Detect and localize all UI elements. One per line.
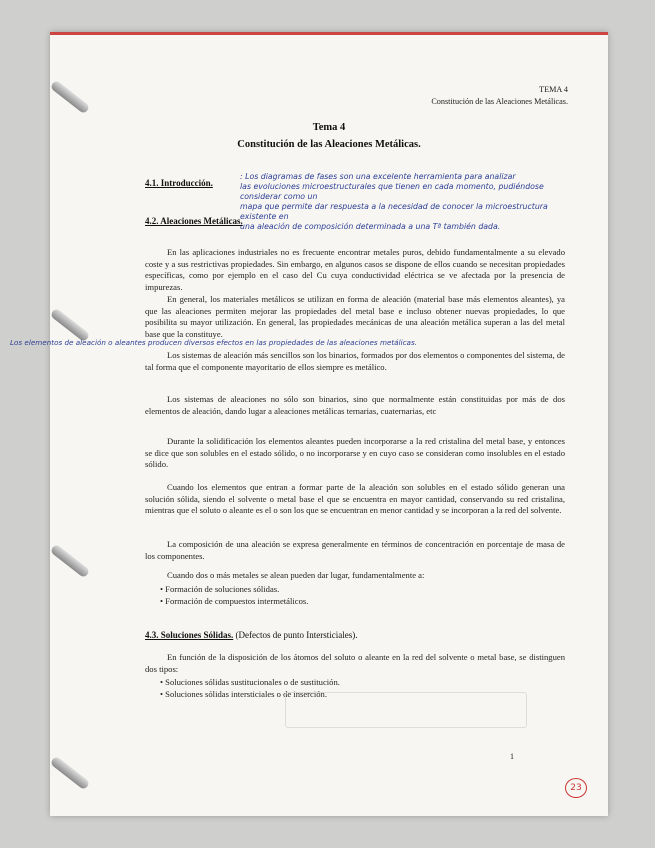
section-heading-4-2: 4.2. Aleaciones Metálicas. [145,216,243,226]
page-number: 1 [510,752,514,761]
doc-title: Tema 4 [312,122,346,133]
handwritten-note-intro [240,172,580,232]
handwritten-line: mapa que permite dar respuesta a la necesidad de conocer la microestructura existente en [240,202,548,221]
list-item: • Formación de soluciones sólidas. [160,584,308,596]
list-item: • Soluciones sólidas intersticiales o de inserción. [160,689,340,701]
header-subtitle: Constitución de las Aleaciones Metálicas. [431,97,568,106]
paragraph: En las aplicaciones industriales no es frecuente encontrar metales puros, debido fundamentalmente a su elevado coste y a sus restrictivas propiedades. Sin embargo, en algunos casos se dispone de ellos cuando se necesitan propiedades específicas, como por ejemplo en el caso del Cu cuya conductividad eléctrica se ve afectada por la presencia de impurezas. [145,247,565,292]
handwritten-line: una aleación de composición determinada a una Tª también dada. [240,222,501,231]
list-item: • Soluciones sólidas sustitucionales o de sustitución. [160,677,340,689]
bullet-list [160,584,308,607]
header-tema: TEMA 4 [539,85,568,94]
paragraph: Cuando dos o más metales se alean pueden dar lugar, fundamentalmente a: [167,570,425,580]
handwritten-line: las evoluciones microestructurales que tienen en cada momento, pudiéndose considerar como un [240,182,544,201]
paragraph: En función de la disposición de los átomos del soluto o aleante en la red del solvente o metal base, se distinguen dos tipos: [145,652,565,674]
section-heading-4-1: 4.1. Introducción. [145,178,213,188]
paragraph: Durante la solidificación los elementos aleantes pueden incorporarse a la red cristalina del metal base, y entonces se dice que son solubles en el estado sólido, o no incorporarse y en cuyo caso se consideran como insolubles en el estado sólido. [145,436,565,469]
section-note: (Defectos de punto Intersticiales). [235,630,358,640]
doc-subtitle: Constitución de las Aleaciones Metálicas. [237,139,421,150]
section-heading-4-3: 4.3. Soluciones Sólidas. [145,630,234,640]
handwritten-note-margin: Los elementos de aleación o aleantes producen diversos efectos en las propiedades de las aleaciones metálicas. [10,338,417,347]
list-item: • Formación de compuestos intermetálicos. [160,596,308,608]
sheet-number-circle: 23 [565,778,587,798]
running-header [431,84,568,108]
section-4-3-line [145,630,357,640]
page-content [10,32,608,816]
paragraph: La composición de una aleación se expresa generalmente en términos de concentración en porcentaje de masa de los componentes. [145,539,565,561]
paragraph: Los sistemas de aleaciones no sólo son binarios, sino que normalmente están constituidas por más de dos elementos de aleación, dando lugar a aleaciones metálicas ternarias, cuaternarias, etc [145,394,565,416]
handwritten-line: : Los diagramas de fases son una excelente herramienta para analizar [240,172,516,181]
paragraph: Los sistemas de aleación más sencillos son los binarios, formados por dos elementos o componentes del sistema, de tal forma que el componente mayoritario de ellos siempre es metálico. [145,350,565,372]
paragraph: Cuando los elementos que entran a formar parte de la aleación son solubles en el estado sólido generan una solución sólida, siendo el solvente o metal base el que se encuentra en mayor cantidad, conservando su red cristalina, mientras que el soluto o aleante es el o son los que se encuentran en menor cantidad y se incorporan a la red del solvente. [145,482,565,515]
paragraph: En general, los materiales metálicos se utilizan en forma de aleación (material base más elementos aleantes), ya que las aleaciones permiten mejorar las propiedades del metal base e incluso obtener nuevas propiedades, lo que posibilita su mayor utilización. En general, las propiedades mecánicas de una aleación metálica superan a las del metal base que la constituye. [145,294,565,339]
blank-box [285,692,527,728]
